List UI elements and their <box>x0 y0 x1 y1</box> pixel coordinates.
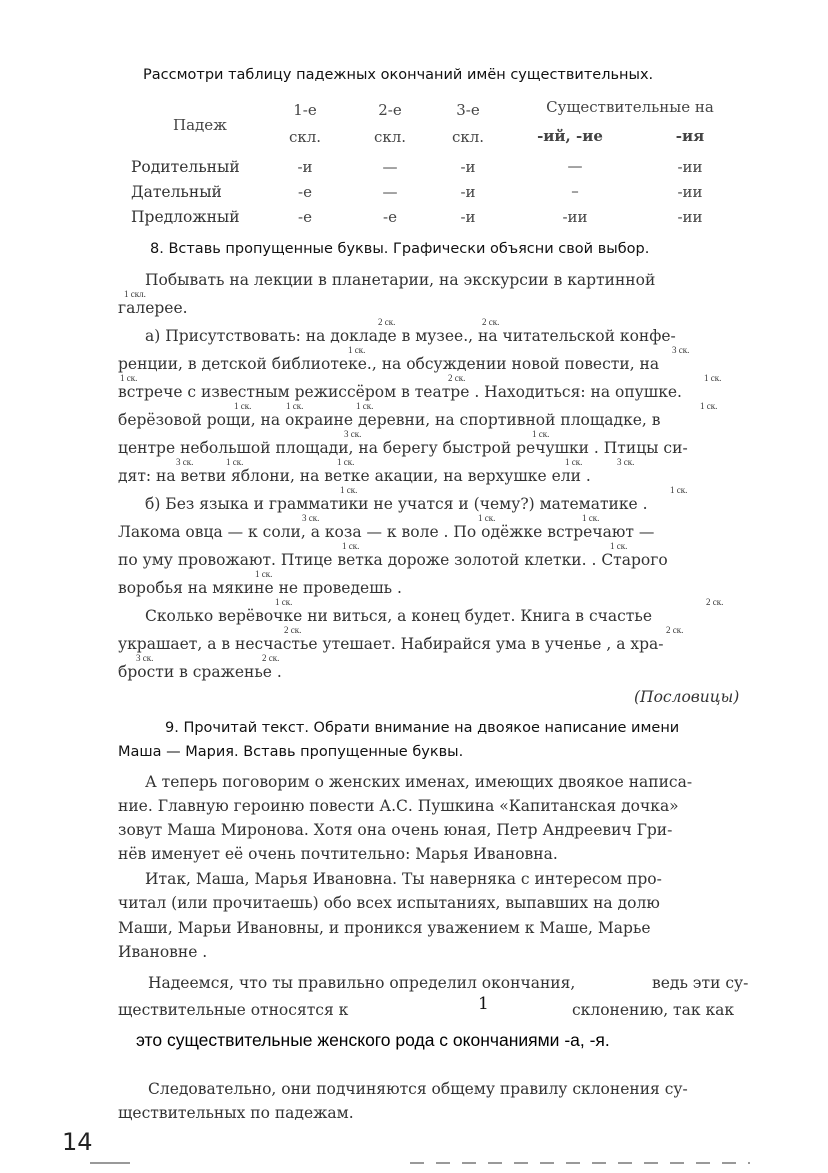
conclusion-line: ведь эти су- <box>652 974 749 992</box>
task8-title: 8. Вставь пропущенные буквы. Графически объясни свой выбор. <box>150 241 650 257</box>
task9-title: Маша — Мария. Вставь пропущенные буквы. <box>118 744 464 760</box>
text-line: встрече с известным режиссёром в театре . Находиться: на опушке. <box>118 383 682 401</box>
conclusion-line: Следовательно, они подчиняются общему правилу склонения су- <box>148 1080 688 1098</box>
declension-note: 1 ск. <box>342 541 360 551</box>
text-line: Ивановне . <box>118 943 208 961</box>
text-line: нёв именует её очень почтительно: Марья Ивановна. <box>118 845 558 863</box>
cell: -и <box>460 183 476 201</box>
declension-note: 1 ск. <box>700 401 718 411</box>
text-line: Лакома овца — к соли, а коза — к воле . По одёжке встречают — <box>118 523 655 541</box>
col-subheader: скл. <box>288 128 322 146</box>
col-subheader: скл. <box>373 128 407 146</box>
declension-note: 1 ск. <box>255 569 273 579</box>
cell: — <box>567 157 583 175</box>
cell: -е <box>298 208 312 226</box>
cell: — <box>382 183 398 201</box>
declension-note: 3 ск. <box>176 457 194 467</box>
conclusion-line: Надеемся, что ты правильно определил окончания, <box>148 974 576 992</box>
row-label: Предложный <box>131 208 240 226</box>
cell: -и <box>297 158 313 176</box>
task9-title: 9. Прочитай текст. Обрати внимание на двоякое написание имени <box>165 720 680 736</box>
group-header: Существительные на <box>546 98 714 116</box>
cell: -е <box>383 208 397 226</box>
cell: -ии <box>677 208 703 226</box>
declension-note: 1 ск. <box>565 457 583 467</box>
declension-note: 1 ск. <box>610 541 628 551</box>
declension-note: 1 ск. <box>337 457 355 467</box>
cell: -и <box>460 158 476 176</box>
answer-declension[interactable]: 1 <box>478 994 489 1014</box>
col-header: 2-е <box>378 101 402 119</box>
text-line: ние. Главную героиню повести А.С. Пушкина «Капитанская дочка» <box>118 797 679 815</box>
text-line: берёзовой рощи, на окраине деревни, на спортивной площадке, в <box>118 411 661 429</box>
declension-note: 1 ск. <box>532 429 550 439</box>
group-subheader: -ий, -ие <box>537 127 603 145</box>
declension-note: 1 скл. <box>124 289 146 299</box>
text-line: Сколько верёвочке ни виться, а конец будет. Книга в счастье <box>145 607 652 625</box>
cell: -е <box>298 183 312 201</box>
text-line: Маши, Марьи Ивановны, и проникся уважением к Маше, Марье <box>118 919 651 937</box>
declension-note: 2 ск. <box>448 373 466 383</box>
declension-note: 3 ск. <box>672 345 690 355</box>
conclusion-line: ществительных по падежам. <box>118 1104 354 1122</box>
declension-note: 1 ск. <box>356 401 374 411</box>
row-label: Дательный <box>131 183 222 201</box>
text-line: читал (или прочитаешь) обо всех испытаниях, выпавших на долю <box>118 894 660 912</box>
text-line: центре небольшой площади, на берегу быстрой речушки . Птицы си- <box>118 439 688 457</box>
text-line: дят: на ветви яблони, на ветке акации, на верхушке ели . <box>118 467 591 485</box>
page-number: 14 <box>62 1128 93 1156</box>
conclusion-line: склонению, так как <box>572 1001 735 1019</box>
text-line: а) Присутствовать: на докладе в музее., на читательской конфе- <box>145 327 676 345</box>
declension-note: 1 ск. <box>478 513 496 523</box>
col-header: 3-е <box>456 101 480 119</box>
conclusion-line: ществительные относятся к <box>118 1001 349 1019</box>
declension-note: 1 ск. <box>286 401 304 411</box>
group-subheader: -ия <box>675 127 705 145</box>
declension-note: 2 ск. <box>378 317 396 327</box>
text-line: А теперь поговорим о женских именах, имеющих двоякое написа- <box>145 773 693 791</box>
text-line: украшает, а в несчастье утешает. Набирайся ума в ученье , а хра- <box>118 635 664 653</box>
text-line: Побывать на лекции в планетарии, на экскурсии в картинной <box>145 271 656 289</box>
declension-note: 2 ск. <box>706 597 724 607</box>
text-line: б) Без языка и грамматики не учатся и (чему?) математике . <box>145 495 648 513</box>
text-line: воробья на мякине не проведешь . <box>118 579 402 597</box>
declension-note: 1 ск. <box>234 401 252 411</box>
declension-note: 2 ск. <box>666 625 684 635</box>
source-label: (Пословицы) <box>634 688 740 706</box>
declension-note: 1 ск. <box>670 485 688 495</box>
declension-note: 3 ск. <box>302 513 320 523</box>
case-header: Падеж <box>173 116 227 134</box>
declension-note: 1 ск. <box>348 345 366 355</box>
cell: -и <box>460 208 476 226</box>
declension-note: 2 ск. <box>284 625 302 635</box>
intro-text: Рассмотри таблицу падежных окончаний имён существительных. <box>143 67 654 83</box>
text-line: Итак, Маша, Марья Ивановна. Ты наверняка с интересом про- <box>145 870 662 888</box>
footer-decoration <box>90 1162 130 1164</box>
col-header: 1-е <box>293 101 317 119</box>
cell: — <box>382 158 398 176</box>
text-line: галерее. <box>118 299 188 317</box>
text-line: по уму провожают. Птице ветка дороже золотой клетки. . Старого <box>118 551 668 569</box>
declension-note: 3 ск. <box>136 653 154 663</box>
row-label: Родительный <box>131 158 240 176</box>
text-line: брости в сраженье . <box>118 663 282 681</box>
declension-note: 3 ск. <box>344 429 362 439</box>
declension-note: 1 ск. <box>340 485 358 495</box>
col-subheader: скл. <box>451 128 485 146</box>
declension-note: 1 ск. <box>582 513 600 523</box>
text-line: ренции, в детской библиотеке., на обсуждении новой повести, на <box>118 355 660 373</box>
cell: -ии <box>677 183 703 201</box>
cell: -ии <box>677 158 703 176</box>
footer-decoration <box>410 1162 750 1164</box>
answer-text[interactable]: это существительные женского рода с окончаниями -а, -я. <box>136 1030 610 1050</box>
cell: -ии <box>562 208 588 226</box>
text-line: зовут Маша Миронова. Хотя она очень юная, Петр Андреевич Гри- <box>118 821 673 839</box>
declension-note: 2 ск. <box>262 653 280 663</box>
declension-note: 1 ск. <box>120 373 138 383</box>
declension-note: 1 ск. <box>226 457 244 467</box>
declension-note: 2 ск. <box>482 317 500 327</box>
declension-note: 1 ск. <box>704 373 722 383</box>
cell: – <box>571 182 579 200</box>
declension-note: 1 ск. <box>275 597 293 607</box>
declension-note: 3 ск. <box>617 457 635 467</box>
